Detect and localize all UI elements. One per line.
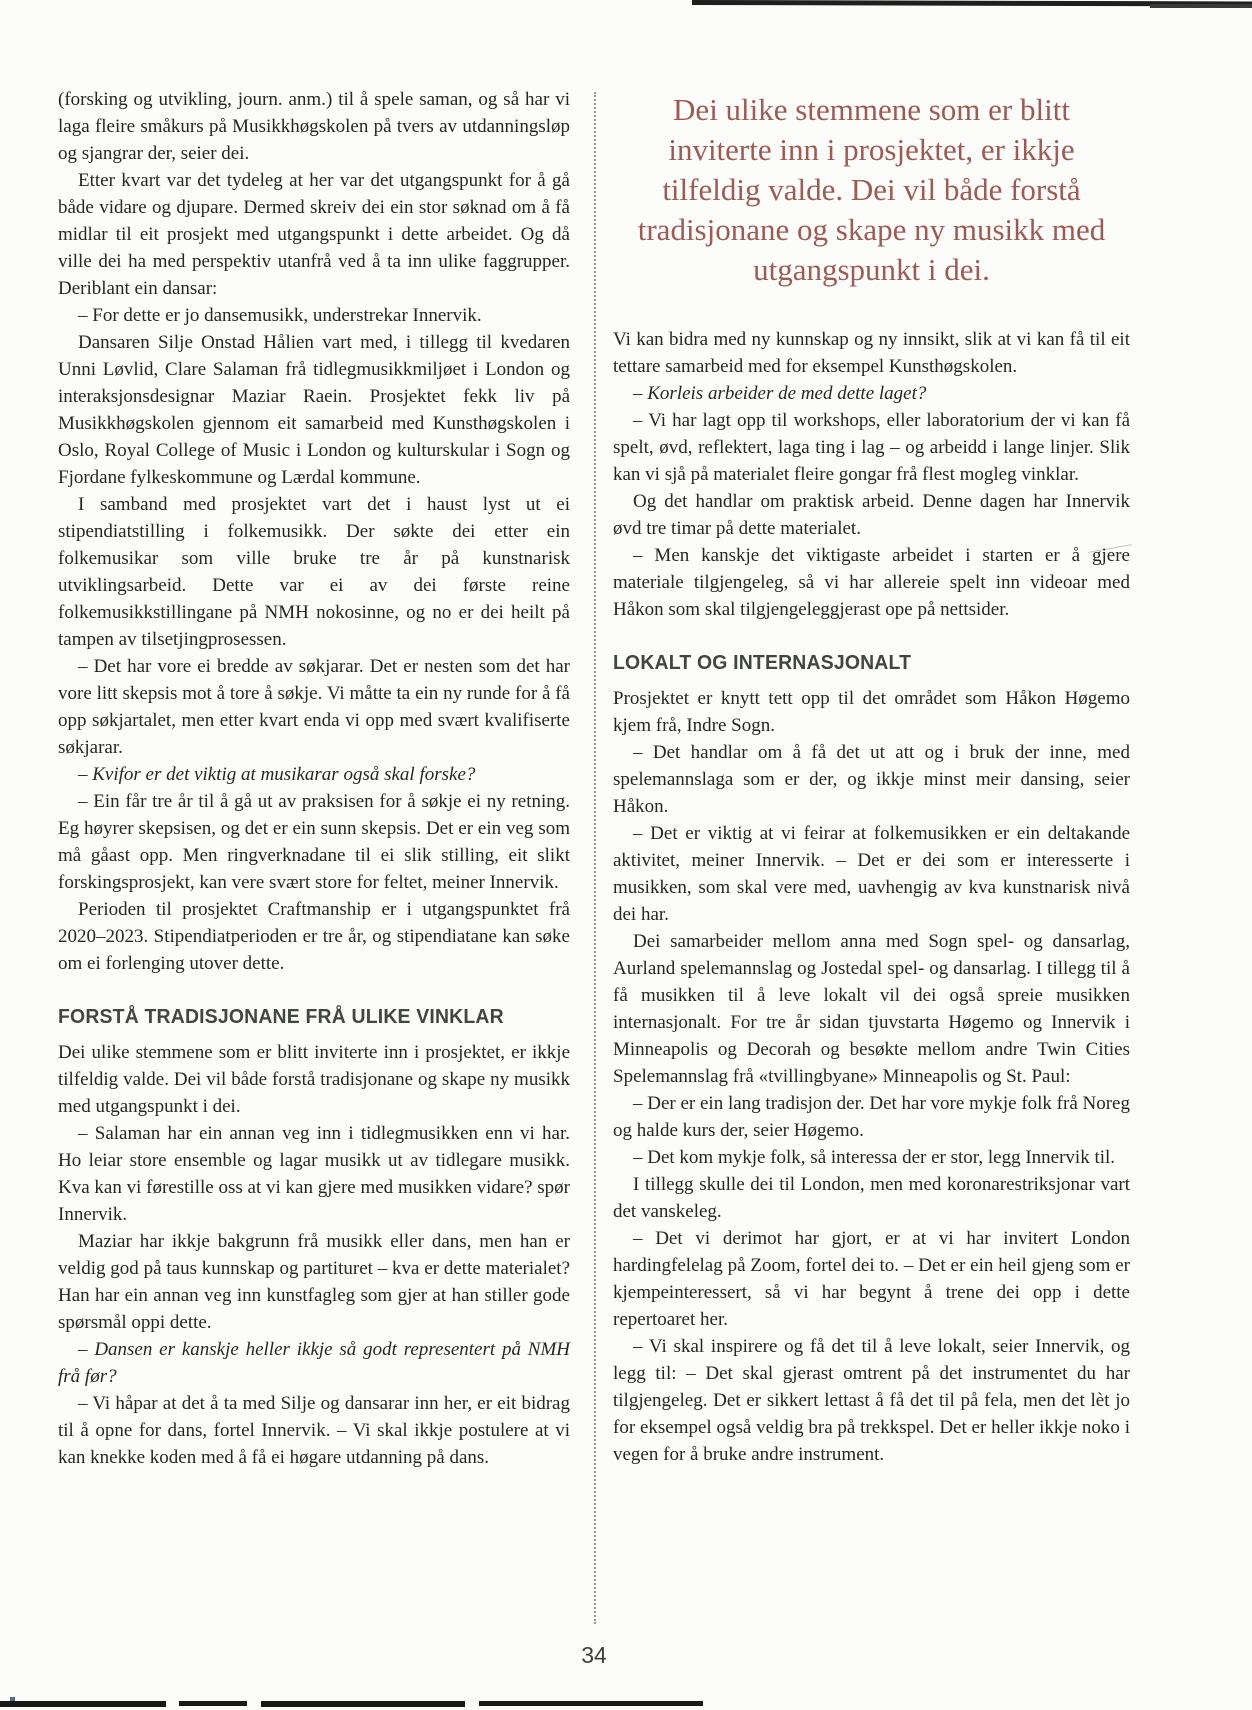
paragraph: – Det er viktig at vi feirar at folkemusikken er ein deltakande aktivitet, meiner Innervik. – Det er dei som er interesserte i musikken, som skal vere med, uavhengig av kva kunstnarisk nivå dei har. — [613, 823, 1130, 925]
paragraph: I tillegg skulle dei til London, men med koronarestriksjonar vart det vanskeleg. — [613, 1174, 1130, 1222]
paragraph: Etter kvart var det tydeleg at her var det utgangspunkt for å gå både vidare og djupare. Dermed skreiv dei ein stor søknad om å få midlar til eit prosjekt med utgangspunkt i dette arbeidet. Og då ville dei ha med perspektiv utanfrå ved å ta inn ulike faggrupper. Deriblant ein dansar: — [58, 170, 570, 299]
paragraph: – Vi skal inspirere og få det til å leve lokalt, seier Innervik, og legg til: – Det skal gjerast omtrent på det instrumentet du har tilgjengeleg. Det er sikkert lettast å få det til på fela, men det lèt jo for eksempel også veldig bra på trekkspel. Det er heller ikkje noko i vegen for å bruke andre instrument. — [613, 1336, 1130, 1465]
interview-question: – Dansen er kanskje heller ikkje så godt representert på NMH frå før? — [58, 1339, 570, 1387]
paragraph: – Det har vore ei bredde av søkjarar. Det er nesten som det har vore litt skepsis mot å tore å søkje. Vi måtte ta ein ny runde for å få opp søkjartalet, men etter kvart enda vi opp med svært kvalifiserte søkjarar. — [58, 656, 570, 758]
paragraph: – Ein får tre år til å gå ut av praksisen for å søkje ei ny retning. Eg høyrer skepsisen, og det er ein sunn skepsis. Det er ein veg som må gåast opp. Men ringverknadane til ei slik stilling, eit slikt forskingsprosjekt, kan vere svært store for feltet, meiner Innervik. — [58, 791, 570, 893]
scan-edge-artifact-bottom — [479, 1701, 703, 1706]
paragraph: – Der er ein lang tradisjon der. Det har vore mykje folk frå Noreg og halde kurs der, seier Høgemo. — [613, 1093, 1130, 1141]
pull-quote: Dei ulike stemmene som er blitt inviterte inn i prosjektet, er ikkje tilfeldig valde. Dei vil både forstå tradisjonane og skape ny musikk med utgangspunkt i dei. — [637, 92, 1106, 287]
paragraph: Maziar har ikkje bakgrunn frå musikk eller dans, men han er veldig god på taus kunnskap og partituret – kva er dette materialet? Han har ein annan veg inn kunstfagleg som gjer at han stiller gode spørsmål oppi dette. — [58, 1231, 570, 1333]
paragraph: – Salaman har ein annan veg inn i tidlegmusikken enn vi har. Ho leiar store ensemble og lagar musikk ut av tidlegare musikk. Kva kan vi førestille oss at vi kan gjere med musikken vidare? spør Innervik. — [58, 1123, 570, 1225]
section-heading-lokalt-og-internasjonalt: LOKALT OG INTERNASJONALT — [613, 652, 912, 674]
paragraph: – Det handlar om å få det ut att og i bruk der inne, med spelemannslaga som er der, og ikkje minst meir dansing, seier Håkon. — [613, 742, 1130, 817]
section-heading-forsta-tradisjonane: FORSTÅ TRADISJONANE FRÅ ULIKE VINKLAR — [58, 1006, 504, 1028]
page-number: 34 — [581, 1642, 607, 1668]
paragraph: (forsking og utvikling, journ. anm.) til å spele saman, og så har vi laga fleire småkurs på Musikkhøgskolen på tvers av utdanningsløp og sjangrar der, seier dei. — [58, 89, 570, 164]
scan-edge-artifact-bottom — [179, 1701, 247, 1706]
left-column — [58, 86, 570, 1471]
paragraph: Dei samarbeider mellom anna med Sogn spel- og dansarlag, Aurland spelemannslag og Jostedal spel- og dansarlag. I tillegg til å få musikken til å leve lokalt vil dei også spreie musikken internasjonalt. For tre år sidan tjuvstarta Høgemo og Innervik i Minneapolis og Decorah og besøkte mellom andre Twin Cities Spelemannslag frå «tvillingbyane» Minneapolis og St. Paul: — [613, 931, 1130, 1087]
paragraph: Dei ulike stemmene som er blitt inviterte inn i prosjektet, er ikkje tilfeldig valde. Dei vil både forstå tradisjonane og skape ny musikk med utgangspunkt i dei. — [58, 1042, 570, 1117]
paragraph: – For dette er jo dansemusikk, understrekar Innervik. — [78, 305, 482, 326]
paragraph: Vi kan bidra med ny kunnskap og ny innsikt, slik at vi kan få til eit tettare samarbeid med for eksempel Kunsthøgskolen. — [613, 329, 1130, 377]
scan-edge-artifact-top-right — [1150, 4, 1252, 8]
paragraph: Dansaren Silje Onstad Hålien vart med, i tillegg til kvedaren Unni Løvlid, Clare Salaman frå tidlegmusikkmiljøet i London og interaksjonsdesignar Maziar Raein. Prosjektet fekk liv på Musikkhøgskolen gjennom eit samarbeid med Kunsthøgskolen i Oslo, Royal College of Music i London og kulturskular i Sogn og Fjordane fylkeskommune og Lærdal kommune. — [58, 332, 570, 488]
scan-edge-artifact-bottom — [0, 1701, 166, 1707]
paragraph: Og det handlar om praktisk arbeid. Denne dagen har Innervik øvd tre timar på dette materialet. — [613, 491, 1130, 539]
paragraph: – Men kanskje det viktigaste arbeidet i starten er å gjere materiale tilgjengeleg, så vi har allereie spelt inn videoar med Håkon som skal tilgjengeleggjerast ope på nettsider. — [613, 545, 1130, 620]
paragraph: – Vi håpar at det å ta med Silje og dansarar inn her, er eit bidrag til å opne for dans, fortel Innervik. – Vi skal ikkje postulere at vi kan knekke koden med å få ei høgare utdanning på dans. — [58, 1393, 570, 1468]
interview-question: – Kvifor er det viktig at musikarar også skal forske? — [78, 764, 476, 785]
column-divider-dotted-line — [594, 92, 596, 1624]
interview-question: – Korleis arbeider de med dette laget? — [633, 383, 927, 404]
paragraph: – Det vi derimot har gjort, er at vi har invitert London hardingfelelag på Zoom, fortel dei to. – Det er ein heil gjeng som er kjempeinteressert, så vi har begynt å trene dei opp i dette repertoaret her. — [613, 1228, 1130, 1330]
paragraph: Prosjektet er knytt tett opp til det området som Håkon Høgemo kjem frå, Indre Sogn. — [613, 688, 1130, 736]
paragraph: I samband med prosjektet vart det i haust lyst ut ei stipendiatstilling i folkemusikk. Der søkte dei etter ein folkemusikar som ville bruke tre år på kunstnarisk utviklingsarbeid. Dette var ei av dei første reine folkemusikkstillingane på NMH nokosinne, og no er dei heilt på tampen av tilsetjingprosessen. — [58, 494, 570, 650]
right-column — [613, 86, 1130, 1468]
scan-speck — [10, 1697, 15, 1701]
paragraph: – Vi har lagt opp til workshops, eller laboratorium der vi kan få spelt, øvd, reflektert, laga ting i lag – og arbeidd i lange linjer. Slik kan vi sjå på materialet fleire gongar frå flest mogleg vinklar. — [613, 410, 1130, 485]
paragraph: – Det kom mykje folk, så interessa der er stor, legg Innervik til. — [633, 1147, 1116, 1168]
paragraph: Perioden til prosjektet Craftmanship er i utgangspunktet frå 2020–2023. Stipendiatperioden er tre år, og stipendiatane kan søke om ei forlenging utover dette. — [58, 899, 570, 974]
scan-edge-artifact-bottom — [261, 1701, 465, 1707]
